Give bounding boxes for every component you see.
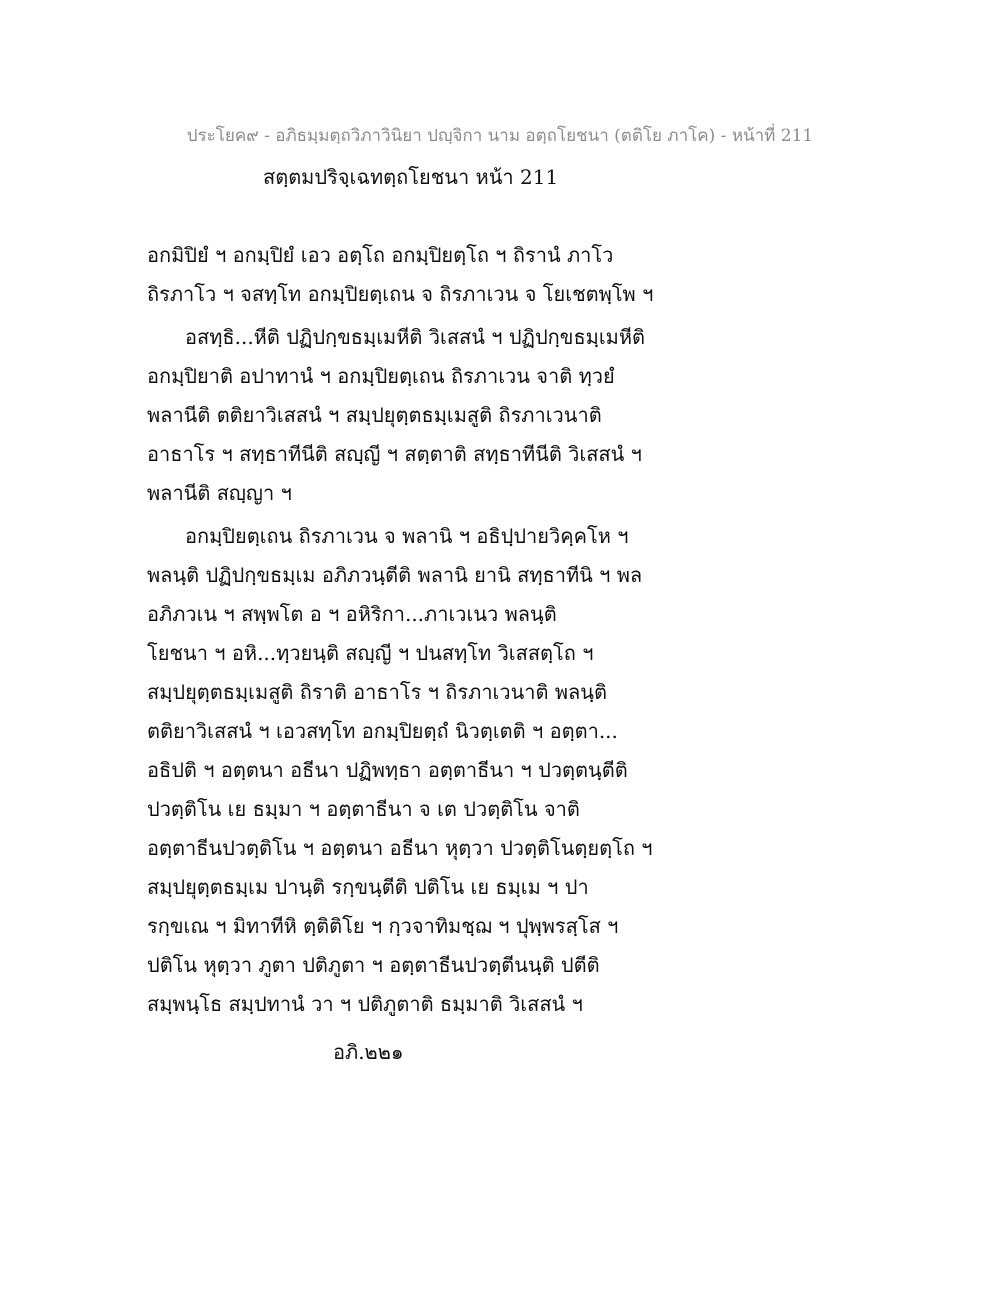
text-line: รกฺขเณ ฯ มิทาทีหิ ตฺติติโย ฯ กฺวจาทิมชฺฌ ฯ ปุพฺพรสฺโส ฯ (147, 914, 619, 938)
text-line: อกมฺปิยาติ อปาทานํ ฯ อกมฺปิยตฺเถน ถิรภาเวน จาติ ทฺวยํ (147, 364, 615, 388)
page-footer-code: อภิ.๒๒๑ (333, 1040, 404, 1064)
text-line: พลานีติ สญฺญา ฯ (147, 481, 292, 505)
text-line: ตติยาวิเสสนํ ฯ เอวสทฺโท อกมฺปิยตฺถํ นิวตฺเตติ ฯ อตฺตา... (147, 719, 618, 743)
text-line: สมฺปยุตฺตธมฺเมสูติ ถิราติ อาธาโร ฯ ถิรภาเวนาติ พลนฺติ (147, 680, 607, 704)
text-line: สมฺปยุตฺตธมฺเม ปานฺติ รกฺขนฺตีติ ปติโน เย ธมฺเม ฯ ปา (147, 875, 589, 899)
text-line: ปวตฺติโน เย ธมฺมา ฯ อตฺตาธีนา จ เต ปวตฺติโน จาติ (147, 797, 580, 821)
body-text (147, 236, 867, 1024)
text-line: สมฺพนฺโธ สมฺปทานํ วา ฯ ปติภูตาติ ธมฺมาติ วิเสสนํ ฯ (147, 992, 583, 1016)
text-line: อกมิปิยํ ฯ อกมฺปิยํ เอว อตฺโถ อกมฺปิยตฺโถ ฯ ถิรานํ ภาโว (147, 243, 614, 267)
text-line: อธิปติ ฯ อตฺตนา อธีนา ปฏิพทฺธา อตฺตาธีนา ฯ ปวตฺตนฺตีติ (147, 758, 628, 782)
text-line: พลานีติ ตติยาวิเสสนํ ฯ สมฺปยุตฺตธมฺเมสูติ ถิรภาเวนาติ (147, 403, 602, 427)
text-line: อตฺตาธีนปวตฺติโน ฯ อตฺตนา อธีนา หุตฺวา ปวตฺติโนตฺยตฺโถ ฯ (147, 836, 653, 860)
text-line-indented: อกมฺปิยตฺเถน ถิรภาเวน จ พลานิ ฯ อธิปฺปายวิคฺคโห ฯ (185, 524, 629, 548)
text-line: ปติโน หุตฺวา ภูตา ปติภูตา ฯ อตฺตาธีนปวตฺตีนนฺติ ปตีติ (147, 953, 600, 977)
text-line: โยชนา ฯ อหิ...ทฺวยนฺติ สญฺญี ฯ ปนสทฺโท วิเสสตฺโถ ฯ (147, 641, 594, 665)
page-subheader: สตฺตมปริจฺเฉทตฺถโยชนา หน้า 211 (263, 165, 559, 189)
text-line: พลนฺติ ปฏิปกฺขธมฺเม อภิภวนฺตีติ พลานิ ยานิ สทฺธาทีนิ ฯ พล (147, 563, 643, 587)
text-line: ถิรภาโว ฯ จสทฺโท อกมฺปิยตฺเถน จ ถิรภาเวน จ โยเชตพฺโพ ฯ (147, 282, 654, 306)
text-line: อาธาโร ฯ สทฺธาทีนีติ สญฺญี ฯ สตฺตาติ สทฺธาทีนีติ วิเสสนํ ฯ (147, 442, 642, 466)
text-line-indented: อสทฺธิ...หีติ ปฏิปกฺขธมฺเมหีติ วิเสสนํ ฯ ปฏิปกฺขธมฺเมหีติ (185, 325, 646, 349)
text-line: อภิภวเน ฯ สพฺพโต อ ฯ อหิริกา...ภาเวเนว พลนฺติ (147, 602, 557, 626)
running-header: ประโยค๙ - อภิธมฺมตฺถวิภาวินิยา ปญฺจิกา นาม อตฺถโยชนา (ตติโย ภาโค) - หน้าที่ 211 (186, 126, 814, 146)
